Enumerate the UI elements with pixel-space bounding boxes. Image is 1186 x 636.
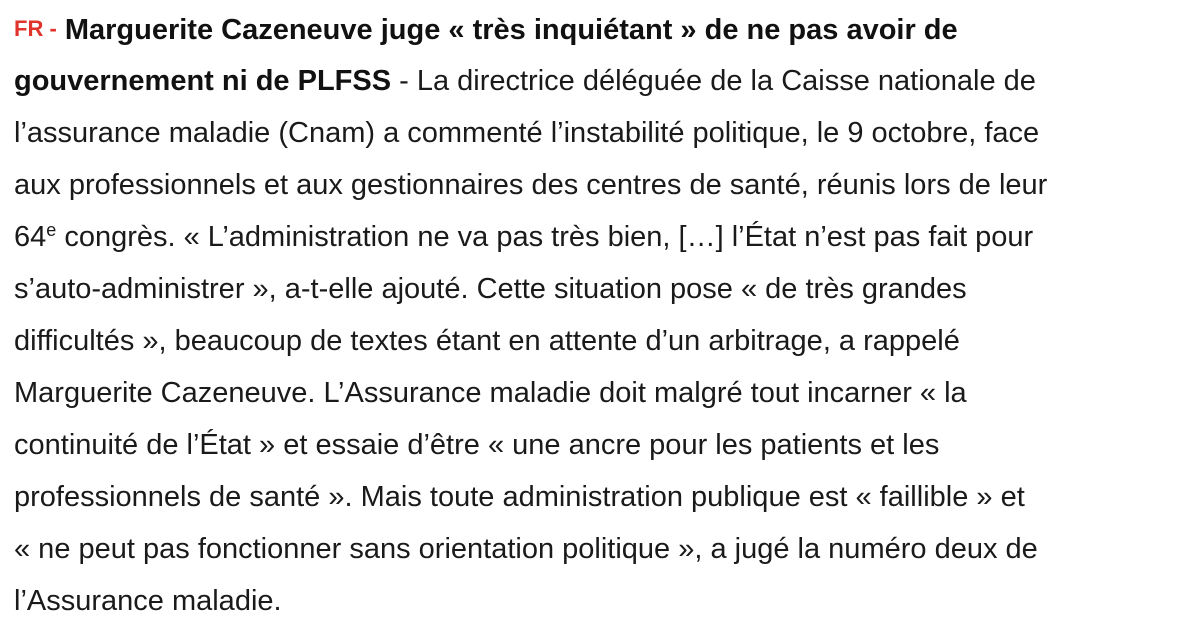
headline-part-2: gouvernement ni de PLFSS [14, 65, 392, 97]
article-line-3: l’assurance maladie (Cnam) a commenté l’instabilité politique, le 9 octobre, face [14, 117, 1040, 149]
article-line-12: l’Assurance maladie. [14, 585, 282, 617]
article-line-8: Marguerite Cazeneuve. L’Assurance maladie doit malgré tout incarner « la [14, 377, 967, 409]
body-text: - La directrice déléguée de la Caisse nationale de [391, 65, 1036, 97]
news-article [14, 3, 1182, 627]
language-tag: FR - [14, 16, 57, 41]
body-text: congrès. « L’administration ne va pas très bien, […] l’État n’est pas fait pour [56, 221, 1034, 253]
article-line-4: aux professionnels et aux gestionnaires des centres de santé, réunis lors de leur [14, 169, 1048, 201]
article-line-9: continuité de l’État » et essaie d’être « une ancre pour les patients et les [14, 429, 940, 461]
article-line-7: difficultés », beaucoup de textes étant en attente d’un arbitrage, a rappelé [14, 325, 960, 357]
congress-number: 64 [14, 221, 47, 253]
article-line-10: professionnels de santé ». Mais toute administration publique est « faillible » et [14, 481, 1025, 513]
article-line-11: « ne peut pas fonctionner sans orientation politique », a jugé la numéro deux de [14, 533, 1038, 565]
article-line-2 [14, 55, 1182, 107]
article-line-5 [14, 211, 1182, 263]
headline-part-1: Marguerite Cazeneuve juge « très inquiétant » de ne pas avoir de [64, 14, 958, 46]
article-line-6: s’auto-administrer », a-t-elle ajouté. Cette situation pose « de très grandes [14, 273, 967, 305]
ordinal-superscript: e [46, 220, 57, 240]
article-line-1 [14, 3, 1182, 55]
